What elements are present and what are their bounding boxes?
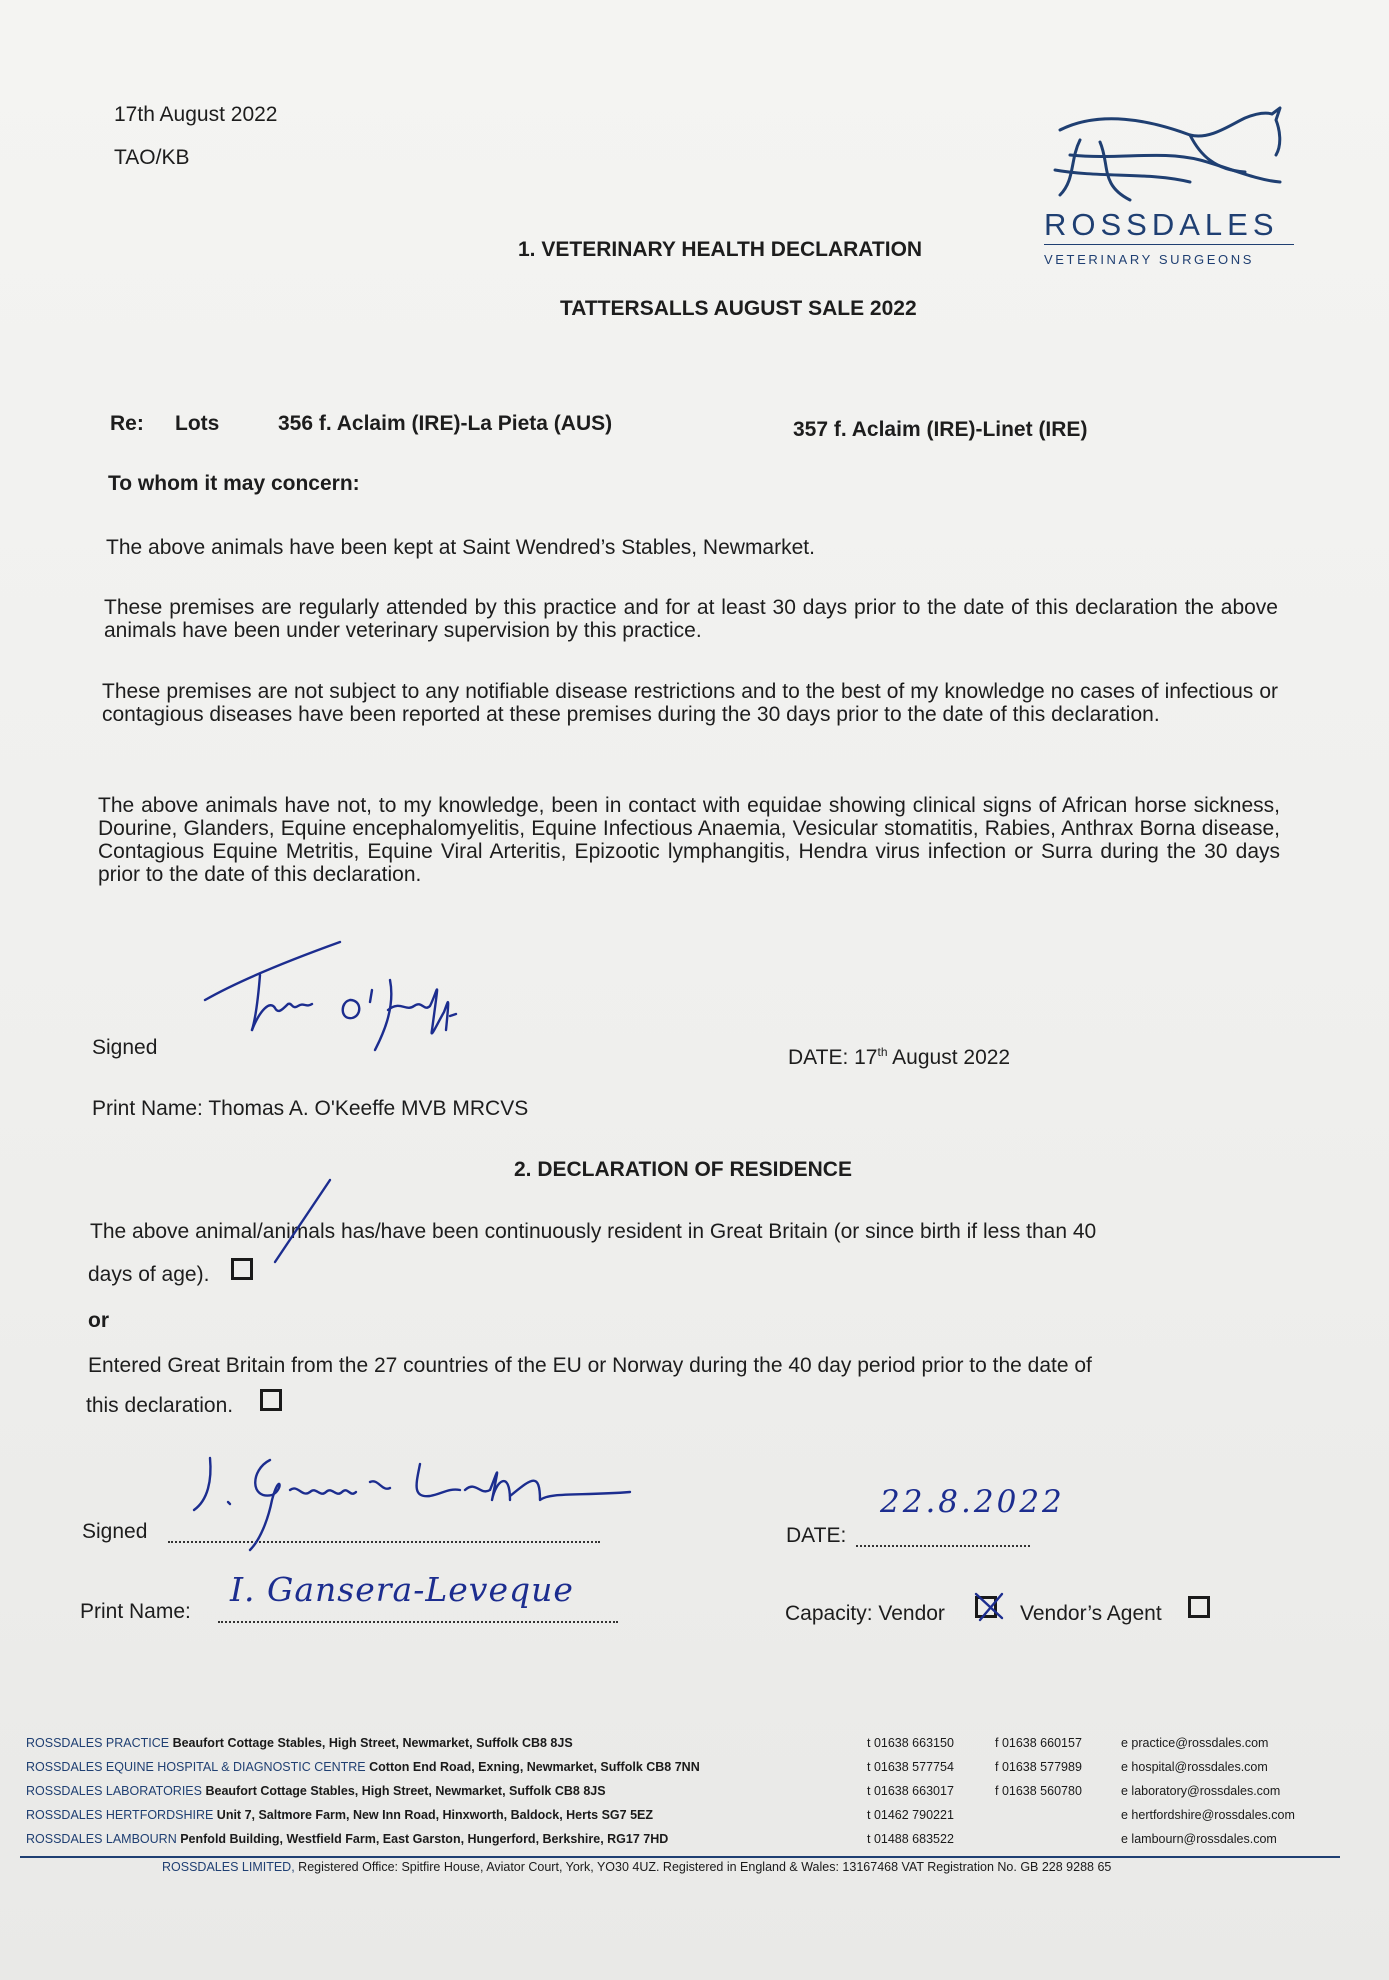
strike-mark — [200, 1170, 340, 1270]
footer-address: Beaufort Cottage Stables, High Street, Newmarket, Suffolk CB8 8JS — [205, 1784, 606, 1798]
footer-fax: f 01638 660157 — [995, 1736, 1082, 1750]
logo-divider — [1044, 244, 1294, 245]
footer-rows — [26, 1736, 1366, 1856]
signed-label: Signed — [92, 1036, 158, 1059]
footer-contacts — [26, 1736, 1366, 1856]
print-name-vet: Print Name: Thomas A. O'Keeffe MVB MRCVS — [92, 1097, 529, 1120]
footer-org: ROSSDALES LABORATORIES — [26, 1784, 202, 1798]
print-name-handwritten: I. Gansera-Leveque — [230, 1570, 574, 1609]
date-line — [856, 1545, 1030, 1547]
footer-row — [26, 1832, 1366, 1856]
footer-org: ROSSDALES PRACTICE — [26, 1736, 170, 1750]
footer-row — [26, 1760, 1366, 1784]
footer-address: Penfold Building, Westfield Farm, East Garston, Hungerford, Berkshire, RG17 7HD — [180, 1832, 669, 1846]
lot-357: 357 f. Aclaim (IRE)-Linet (IRE) — [793, 418, 1088, 441]
vendor-signature — [180, 1440, 650, 1560]
section1-title: 1. VETERINARY HEALTH DECLARATION — [518, 238, 923, 261]
paragraph-diseases: The above animals have not, to my knowledge, been in contact with equidae showing clinical signs of African horse sickness, Dourine, Glanders, Equine encephalomyelitis, Equine Infectious Anaemia, Vesicular stomatitis, Rabies, Anthrax Borna disease, Contagious Equine Metritis, Equine Viral Arteritis, Epizootic lymphangitis, Hendra virus infection or Surra during the 30 days prior to the date of this declaration. — [98, 794, 1280, 886]
footer-address: Beaufort Cottage Stables, High Street, Newmarket, Suffolk CB8 8JS — [172, 1736, 573, 1750]
declaration-date: DATE: 17th August 2022 — [788, 1045, 1011, 1069]
option2-checkbox[interactable] — [260, 1389, 282, 1411]
paragraph-premises: The above animals have been kept at Saint Wendred’s Stables, Newmarket. — [106, 536, 815, 559]
signature-scribble — [200, 930, 500, 1060]
footer-row — [26, 1784, 1366, 1808]
footer-phone: t 01638 663017 — [867, 1784, 954, 1798]
section2-title: 2. DECLARATION OF RESIDENCE — [514, 1158, 852, 1181]
option2-text-line1: Entered Great Britain from the 27 countries of the EU or Norway during the 40 day period prior to the date of — [88, 1354, 1092, 1377]
paragraph-supervision: These premises are regularly attended by this practice and for at least 30 days prior to the date of this declaration the above animals have been under veterinary supervision by this practice. — [104, 596, 1278, 642]
salutation: To whom it may concern: — [108, 472, 360, 495]
footer-org: ROSSDALES HERTFORDSHIRE — [26, 1808, 214, 1822]
footer-phone: t 01638 663150 — [867, 1736, 954, 1750]
registered-office: ROSSDALES LIMITED, Registered Office: Spitfire House, Aviator Court, York, YO30 4UZ. Registered in England & Wales: 13167468 VAT Registration No. GB 228 9288 65 — [162, 1860, 1112, 1874]
footer-divider — [20, 1856, 1340, 1858]
signed-label-2: Signed — [82, 1520, 148, 1543]
footer-email[interactable]: e lambourn@rossdales.com — [1121, 1832, 1277, 1846]
vet-signature — [200, 930, 500, 1060]
lot-356: 356 f. Aclaim (IRE)-La Pieta (AUS) — [278, 412, 613, 435]
footer-phone: t 01638 577754 — [867, 1760, 954, 1774]
rossdales-logo — [1030, 100, 1300, 280]
option1-text-line1: The above animal/animals has/have been continuously resident in Great Britain (or since birth if less than 40 — [90, 1220, 1097, 1243]
lots-label: Lots — [175, 412, 220, 435]
letter-reference: TAO/KB — [114, 146, 190, 169]
footer-email[interactable]: e practice@rossdales.com — [1121, 1736, 1269, 1750]
footer-row — [26, 1808, 1366, 1832]
option1-text-line2: days of age). — [88, 1263, 210, 1286]
horse-icon — [1040, 100, 1290, 210]
paragraph-notifiable: These premises are not subject to any notifiable disease restrictions and to the best of my knowledge no cases of infectious or contagious diseases have been reported at these premises during the 30 days prior to the date of this declaration. — [102, 680, 1278, 726]
section1-subtitle: TATTERSALLS AUGUST SALE 2022 — [560, 297, 917, 320]
footer-phone: t 01462 790221 — [867, 1808, 954, 1822]
print-name-line — [218, 1621, 618, 1623]
vendor-agent-label: Vendor’s Agent — [1020, 1602, 1162, 1625]
re-label: Re: — [110, 412, 144, 435]
or-label: or — [88, 1309, 109, 1332]
footer-email[interactable]: e hospital@rossdales.com — [1121, 1760, 1268, 1774]
footer-address: Unit 7, Saltmore Farm, New Inn Road, Hinxworth, Baldock, Herts SG7 5EZ — [216, 1808, 653, 1822]
footer-phone: t 01488 683522 — [867, 1832, 954, 1846]
footer-fax: f 01638 560780 — [995, 1784, 1082, 1798]
date-handwritten: 22.8.2022 — [880, 1484, 1065, 1520]
vendor-agent-checkbox[interactable] — [1188, 1596, 1210, 1618]
footer-email[interactable]: e hertfordshire@rossdales.com — [1121, 1808, 1295, 1822]
footer-row — [26, 1736, 1366, 1760]
option2-text-line2: this declaration. — [86, 1394, 234, 1417]
date-label-2: DATE: — [786, 1524, 847, 1547]
footer-email[interactable]: e laboratory@rossdales.com — [1121, 1784, 1281, 1798]
vendor-check-mark — [970, 1588, 1010, 1624]
footer-address: Cotton End Road, Exning, Newmarket, Suffolk CB8 7NN — [369, 1760, 700, 1774]
capacity-vendor-label: Capacity: Vendor — [785, 1602, 945, 1625]
letter-date: 17th August 2022 — [114, 103, 278, 126]
footer-fax: f 01638 577989 — [995, 1760, 1082, 1774]
print-name-label-2: Print Name: — [80, 1600, 191, 1623]
logo-tagline: VETERINARY SURGEONS — [1044, 252, 1255, 267]
footer-org: ROSSDALES LAMBOURN — [26, 1832, 177, 1846]
logo-wordmark: ROSSDALES — [1044, 207, 1279, 242]
footer-org: ROSSDALES EQUINE HOSPITAL & DIAGNOSTIC CENTRE — [26, 1760, 366, 1774]
vendor-signature-scribble — [180, 1440, 650, 1560]
